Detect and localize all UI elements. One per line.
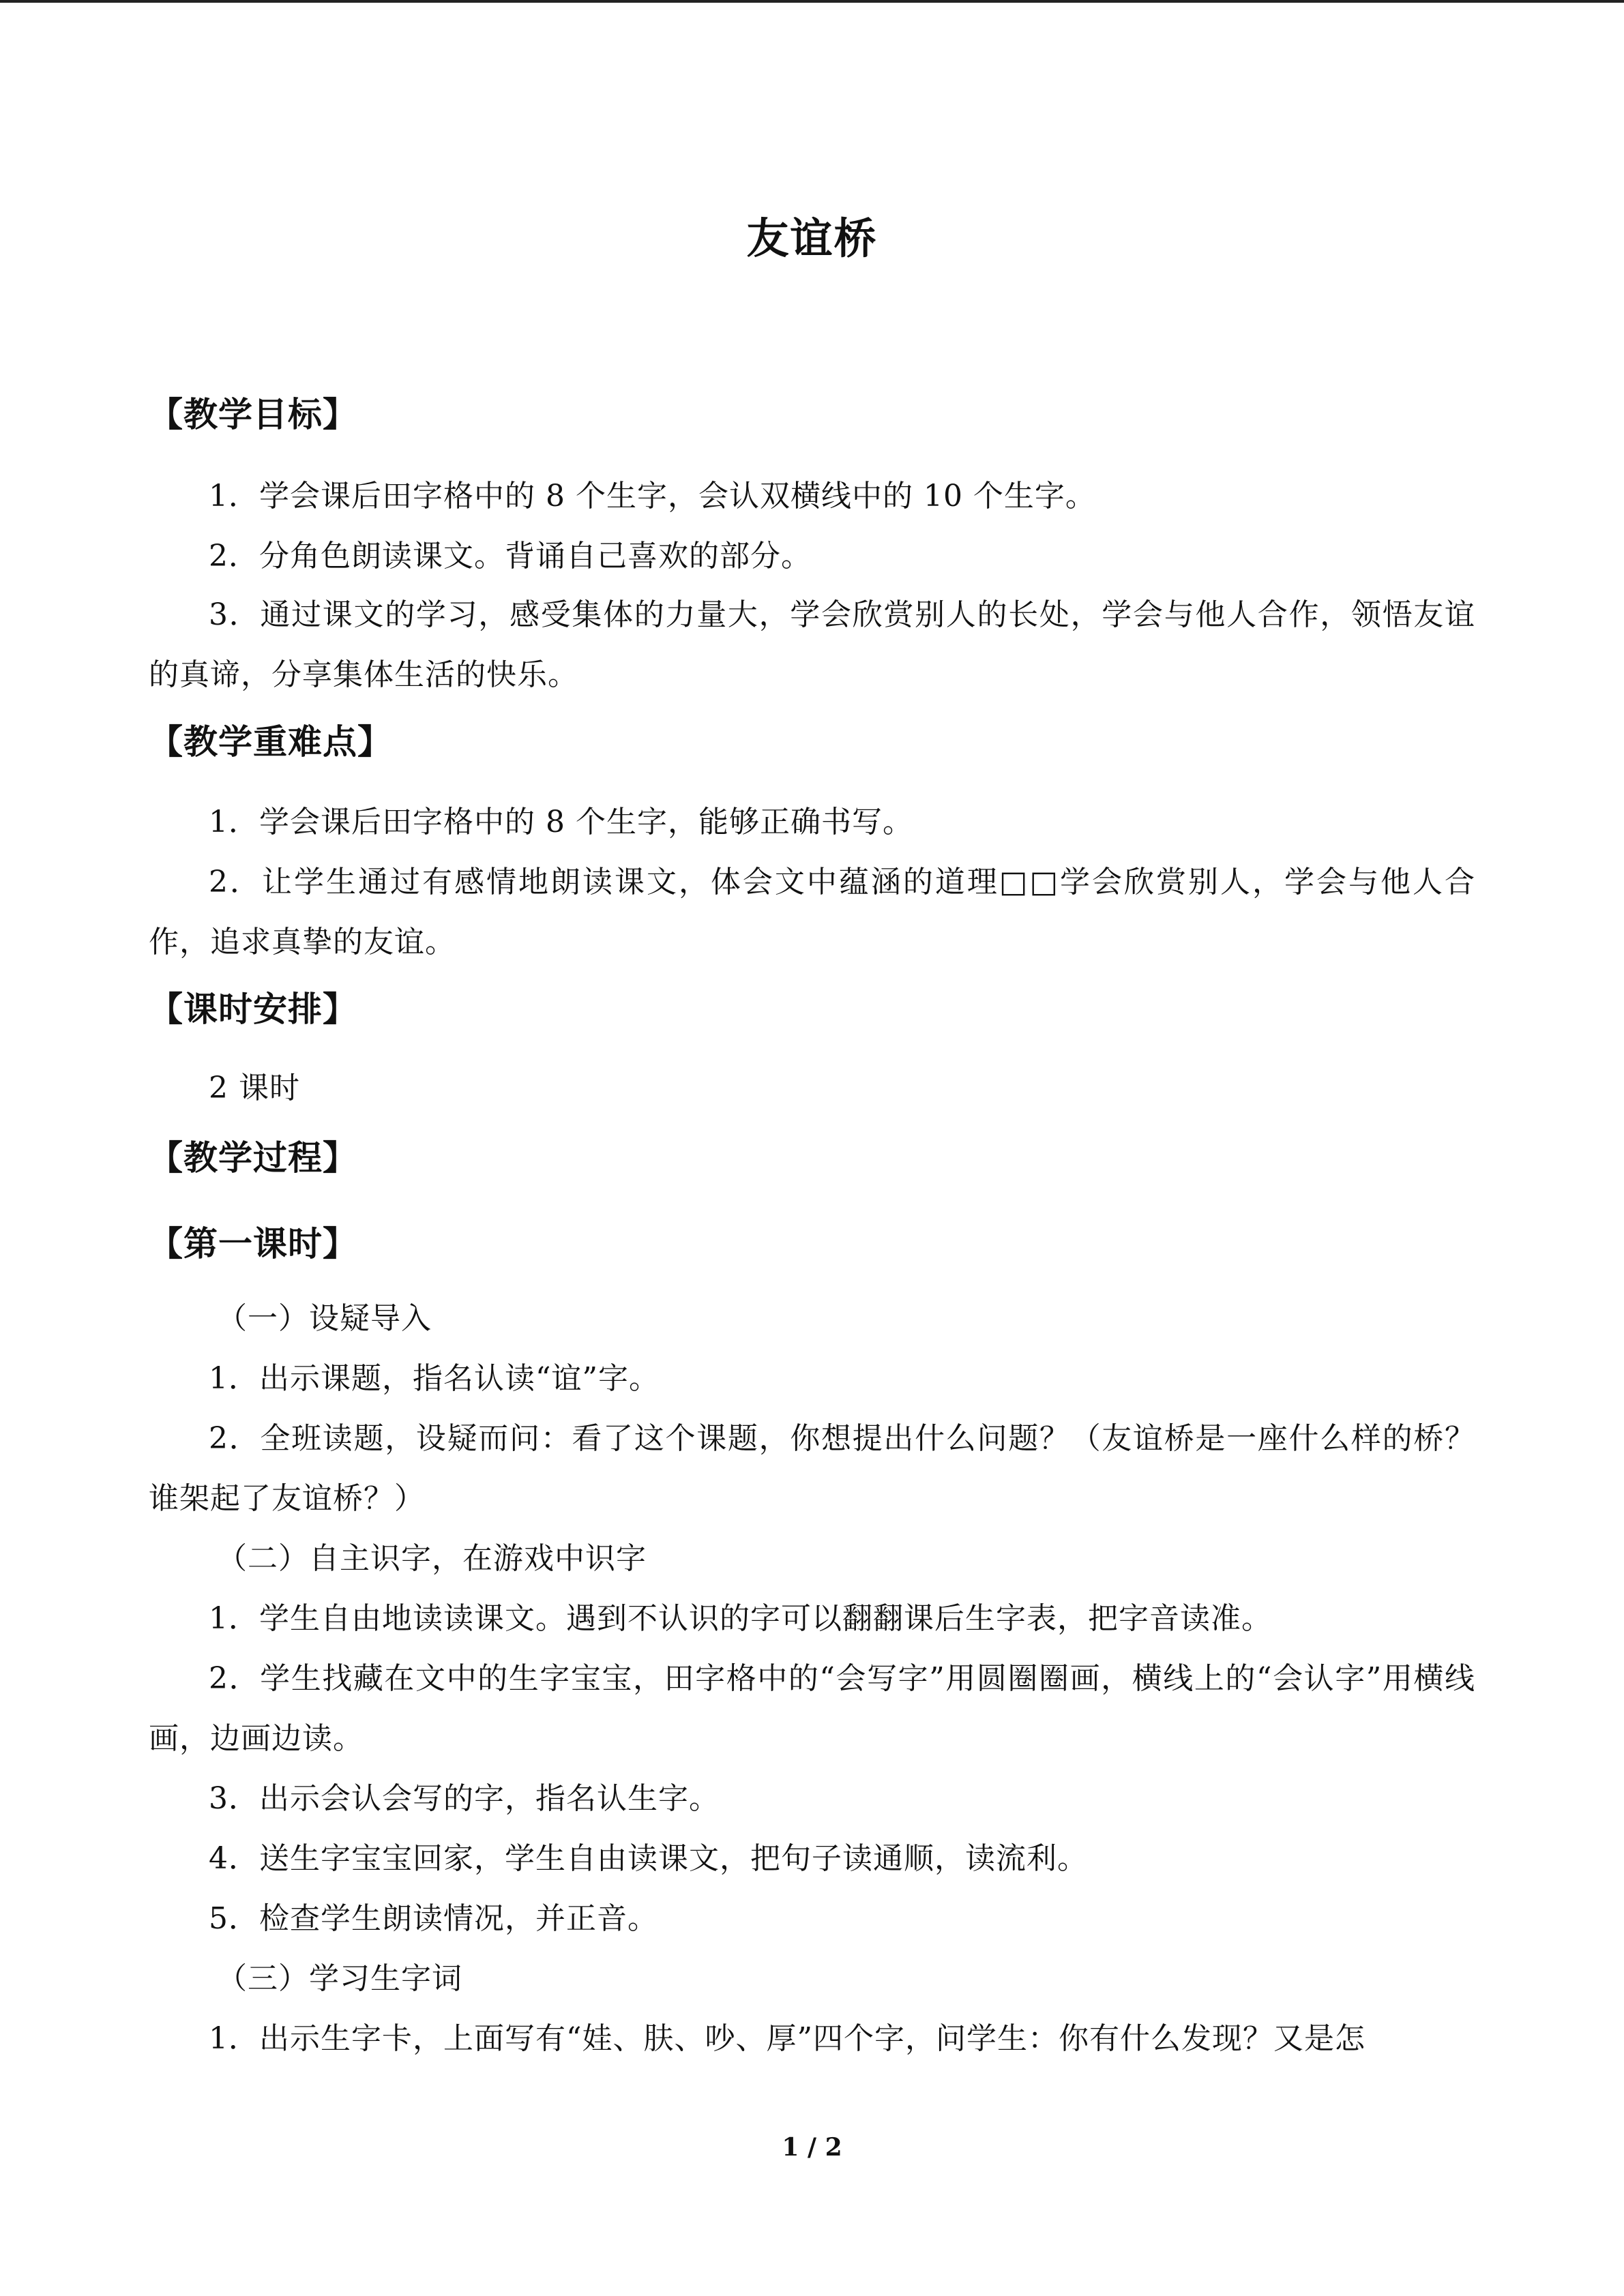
part2-item-3: 3．出示会认会写的字，指名认生字。 [209,1781,720,1816]
heading-key-points: 【教学重难点】 [149,722,392,762]
key-point-item-1: 1．学会课后田字格中的 8 个生字，能够正确书写。 [209,805,913,839]
part2-item-2: 2．学生找藏在文中的生字宝宝，田字格中的“会写字”用圆圈圈画，横线上的“会认字”用横线画，边画边读。 [149,1661,1475,1756]
part3-title: （三）学习生字词 [217,1961,462,1996]
top-border [0,0,1624,3]
document-title: 友谊桥 [746,213,878,263]
part1-item-2: 2．全班读题，设疑而问：看了这个课题，你想提出什么问题？（友谊桥是一座什么样的桥？谁架起了友谊桥？） [149,1421,1475,1516]
heading-teaching-goals: 【教学目标】 [149,395,357,434]
part2-item-4: 4．送生字宝宝回家，学生自由读课文，把句子读通顺，读流利。 [209,1841,1088,1876]
part2-item-1: 1．学生自由地读读课文。遇到不认识的字可以翻翻课后生字表，把字音读准。 [209,1601,1272,1636]
heading-first-lesson: 【第一课时】 [149,1224,357,1264]
part1-title: （一）设疑导入 [217,1301,432,1336]
page-number: 1 / 2 [782,2133,842,2162]
heading-teaching-process: 【教学过程】 [149,1138,357,1178]
part2-item-5: 5．检查学生朗读情况，并正音。 [209,1901,658,1936]
part3-item-1: 1．出示生字卡，上面写有“娃、肤、吵、厚”四个字，问学生：你有什么发现？又是怎 [209,2021,1365,2056]
goal-item-3: 3．通过课文的学习，感受集体的力量大，学会欣赏别人的长处，学会与他人合作，领悟友谊的真谛，分享集体生活的快乐。 [149,597,1475,692]
key-point-item-2: 2．让学生通过有感情地朗读课文，体会文中蕴涵的道理□□学会欣赏别人，学会与他人合作，追求真挚的友谊。 [149,865,1475,959]
part2-title: （二）自主识字，在游戏中识字 [217,1541,647,1576]
part1-item-1: 1．出示课题，指名认读“谊”字。 [209,1361,660,1396]
goal-item-1: 1．学会课后田字格中的 8 个生字，会认双横线中的 10 个生字。 [209,479,1096,513]
goal-item-2: 2．分角色朗读课文。背诵自己喜欢的部分。 [209,539,812,573]
schedule-text: 2 课时 [209,1071,300,1105]
heading-schedule: 【课时安排】 [149,989,357,1029]
